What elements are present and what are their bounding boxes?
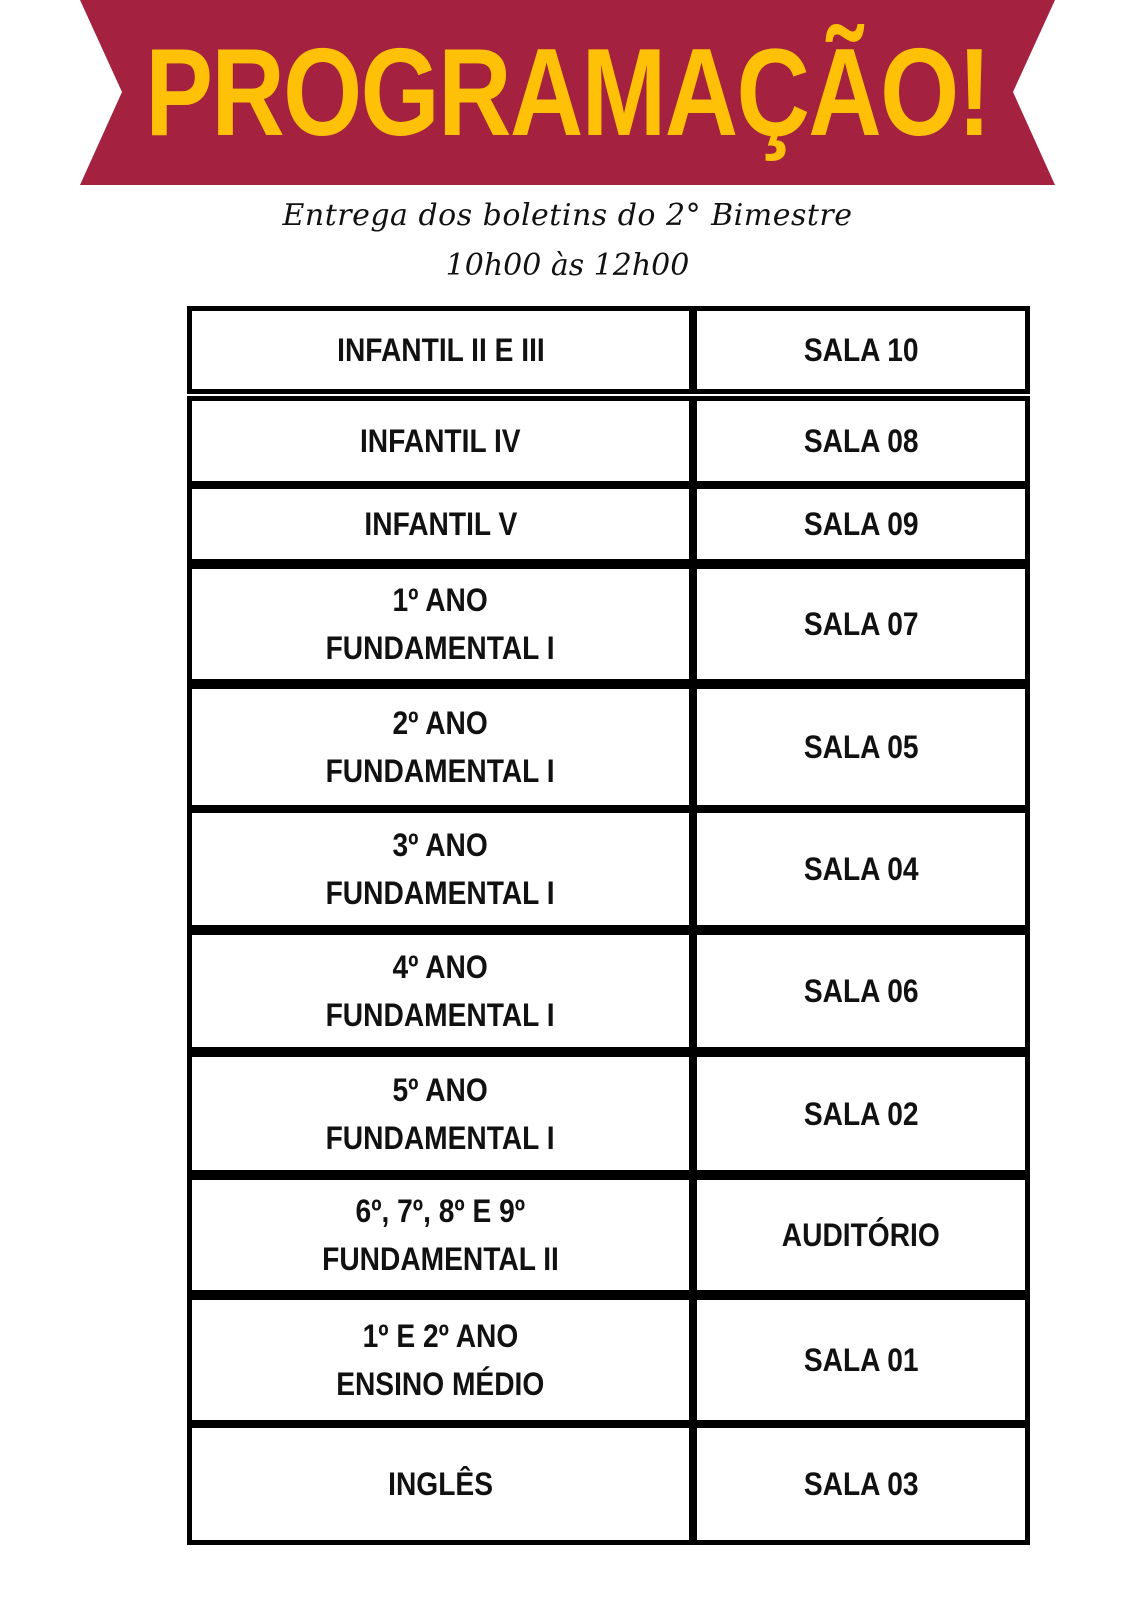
class-group-line: FUNDAMENTAL II: [322, 1241, 559, 1277]
class-group-line: 4º ANO: [392, 949, 489, 985]
class-group-cell: [187, 484, 694, 564]
table-row: [187, 1175, 1030, 1295]
room-label: AUDITÓRIO: [781, 1217, 940, 1253]
table-row: [187, 564, 1030, 684]
class-group-cell: [187, 1295, 694, 1425]
table-row: [187, 1295, 1030, 1425]
room-cell: [692, 1052, 1030, 1175]
class-group-line: 6º, 7º, 8º E 9º: [355, 1193, 526, 1229]
table-row: [187, 1423, 1030, 1545]
page-title: PROGRAMAÇÃO!: [145, 24, 990, 162]
class-group-line: FUNDAMENTAL I: [326, 875, 555, 911]
class-group-line: 1º ANO: [392, 582, 489, 618]
table-row: [187, 484, 1030, 564]
class-group-line: INFANTIL II E III: [336, 332, 545, 368]
room-cell: [692, 396, 1030, 486]
table-row: [187, 1052, 1030, 1175]
header-banner: [0, 0, 1135, 195]
room-label: SALA 10: [803, 332, 919, 368]
room-cell: [692, 930, 1030, 1052]
class-group-cell: [187, 1423, 694, 1545]
class-group-line: INGLÊS: [388, 1466, 493, 1502]
room-cell: [692, 1423, 1030, 1545]
room-label: SALA 02: [803, 1095, 919, 1132]
room-label: SALA 01: [803, 1342, 919, 1378]
class-group-cell: [187, 396, 694, 486]
class-group-line: FUNDAMENTAL I: [326, 997, 555, 1033]
class-group-cell: [187, 684, 694, 810]
class-group-line: 5º ANO: [392, 1071, 489, 1108]
room-cell: [692, 1175, 1030, 1295]
room-label: SALA 07: [803, 606, 919, 642]
room-cell: [692, 484, 1030, 564]
room-label: SALA 06: [803, 973, 919, 1009]
class-group-line: 2º ANO: [392, 705, 489, 741]
event-subtitle: Entrega dos boletins do 2° Bimestre: [282, 198, 853, 233]
room-label: SALA 04: [803, 851, 919, 887]
room-label: SALA 05: [803, 729, 919, 765]
table-row: [187, 306, 1030, 394]
room-cell: [692, 564, 1030, 684]
class-group-cell: [187, 808, 694, 930]
table-row: [187, 930, 1030, 1052]
table-row: [187, 396, 1030, 486]
room-label: SALA 08: [803, 423, 919, 459]
class-group-line: 3º ANO: [392, 827, 489, 863]
room-cell: [692, 306, 1030, 394]
room-cell: [692, 684, 1030, 810]
class-group-line: INFANTIL V: [364, 506, 517, 542]
class-group-line: FUNDAMENTAL I: [326, 1119, 555, 1156]
class-group-line: INFANTIL IV: [360, 423, 521, 459]
class-group-cell: [187, 1175, 694, 1295]
room-label: SALA 03: [803, 1466, 919, 1502]
event-time: 10h00 às 12h00: [445, 248, 690, 283]
class-group-cell: [187, 930, 694, 1052]
class-group-line: FUNDAMENTAL I: [326, 753, 555, 789]
class-group-cell: [187, 564, 694, 684]
class-group-line: FUNDAMENTAL I: [326, 630, 555, 666]
class-group-cell: [187, 1052, 694, 1175]
room-label: SALA 09: [803, 506, 919, 542]
class-group-line: 1º E 2º ANO: [362, 1318, 519, 1354]
table-row: [187, 684, 1030, 810]
room-cell: [692, 808, 1030, 930]
class-group-cell: [187, 306, 694, 394]
class-group-line: ENSINO MÉDIO: [336, 1366, 545, 1402]
room-cell: [692, 1295, 1030, 1425]
table-row: [187, 808, 1030, 930]
